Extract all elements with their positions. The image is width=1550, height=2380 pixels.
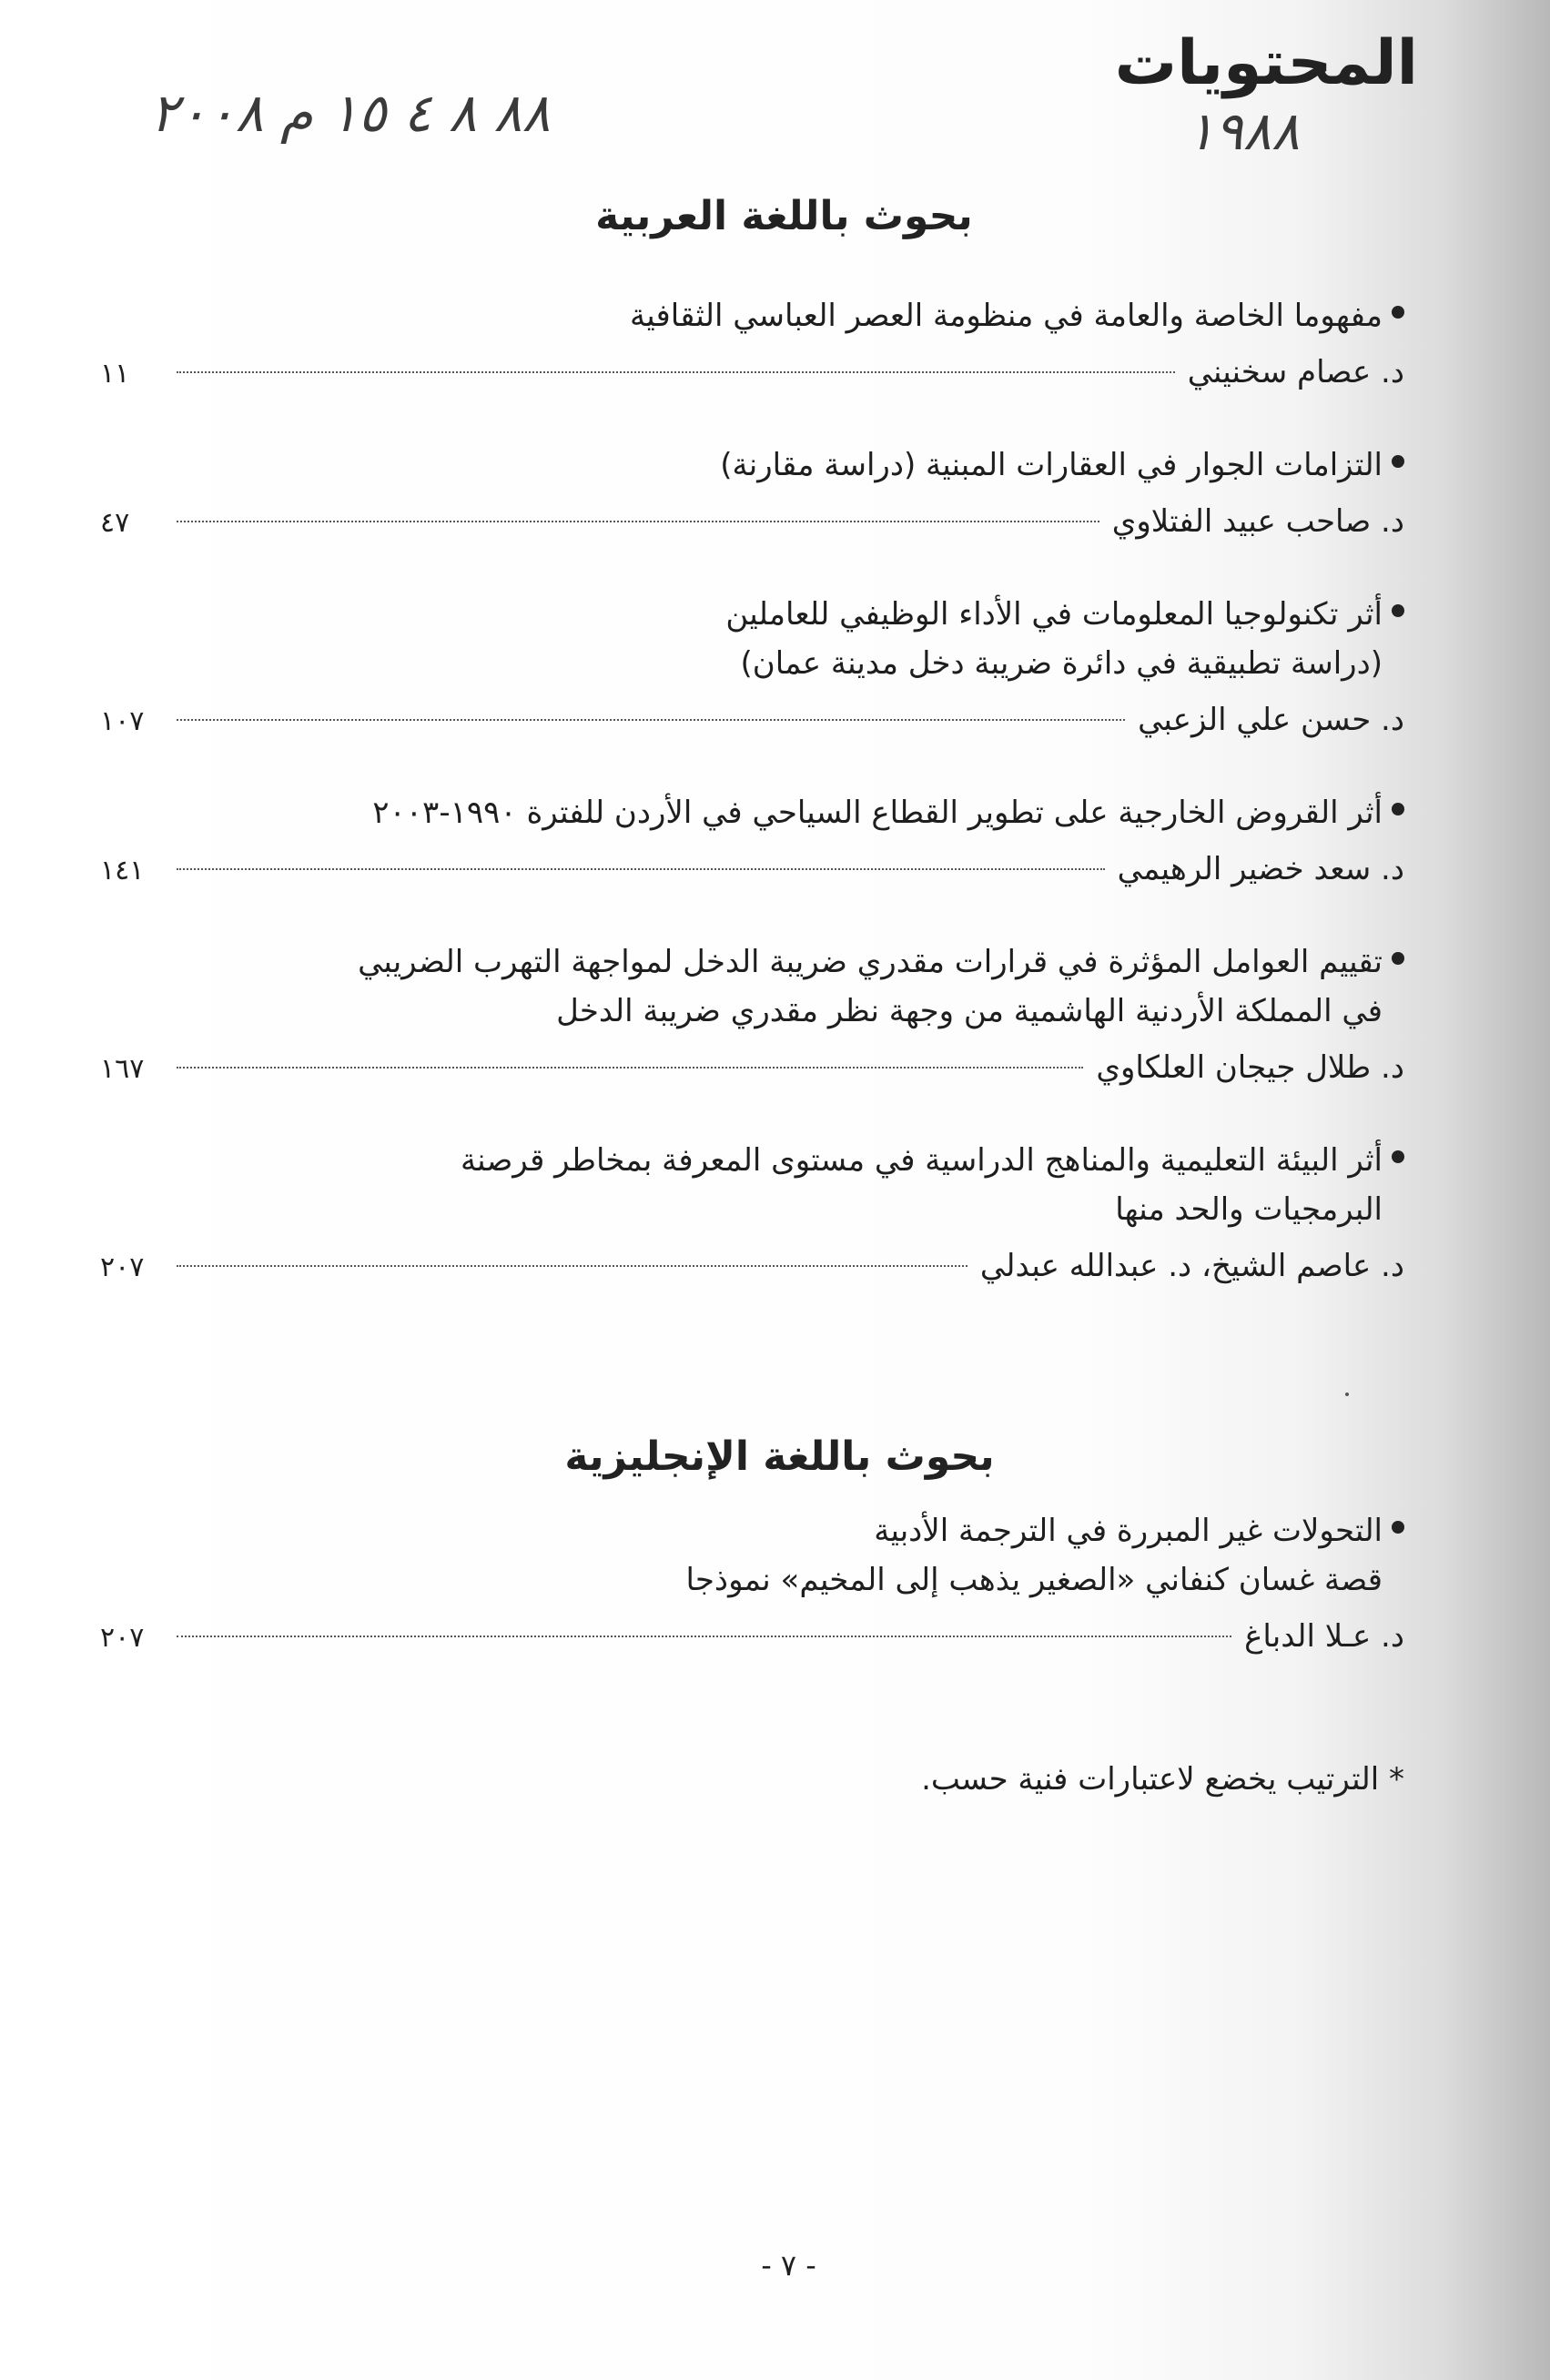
entry-page-number: ١٤١: [100, 855, 145, 886]
bullet-icon: [1392, 455, 1404, 468]
author-line: [100, 1043, 1404, 1094]
entry-title: مفهوما الخاصة والعامة في منظومة العصر العباسي الثقافية: [630, 298, 1383, 334]
entry-author: د. سعد خضير الرهيمي: [1117, 851, 1404, 887]
dot-leader: [177, 1067, 1083, 1068]
entry-author: د. حسن علي الزعبي: [1138, 702, 1404, 738]
entry-title-line: [100, 291, 1404, 340]
bullet-icon: [1392, 1150, 1404, 1163]
entry-title-line: [100, 788, 1404, 837]
bullet-icon: [1392, 604, 1404, 617]
toc-entry: [100, 937, 1404, 1094]
page-number: - ٧ -: [761, 2248, 816, 2283]
entry-title-continuation: قصة غسان كنفاني «الصغير يذهب إلى المخيم» نموذجا: [685, 1562, 1383, 1598]
section-heading-english: بحوث باللغة الإنجليزية: [564, 1433, 995, 1480]
entry-title-line: [100, 441, 1404, 490]
author-line: [100, 1612, 1404, 1663]
bullet-icon: [1392, 952, 1404, 965]
entry-title-continuation: في المملكة الأردنية الهاشمية من وجهة نظر مقدري ضريبة الدخل: [556, 993, 1383, 1029]
entry-title-continuation: (دراسة تطبيقية في دائرة ضريبة دخل مدينة عمان): [740, 645, 1383, 682]
section-heading-arabic: بحوث باللغة العربية: [595, 193, 973, 239]
entry-title-continuation: البرمجيات والحد منها: [1115, 1191, 1383, 1228]
entry-author: د. عصام سخنيني: [1187, 354, 1404, 390]
entry-page-number: ٢٠٧: [100, 1622, 145, 1654]
entry-title-line: [100, 937, 1404, 987]
toc-entry: [100, 291, 1404, 399]
dot-leader: [177, 521, 1099, 522]
dot-leader: [177, 1636, 1231, 1637]
entry-page-number: ١٦٧: [100, 1053, 145, 1085]
entry-title-line: [100, 1506, 1404, 1555]
dot-leader: [177, 1265, 967, 1267]
handwritten-annotation-left: ٨٨ ٨ ٤ ١٥ م ٢٠٠٨: [150, 82, 551, 144]
page-title: المحتويات: [1114, 27, 1418, 99]
toc-entry: [100, 441, 1404, 548]
handwritten-annotation-right: ١٩٨٨: [1186, 100, 1300, 162]
toc-entry: [100, 788, 1404, 896]
author-line: [100, 845, 1404, 896]
entry-title: التزامات الجوار في العقارات المبنية (دراسة مقارنة): [720, 447, 1383, 483]
dot-leader: [177, 719, 1125, 721]
entry-title: تقييم العوامل المؤثرة في قرارات مقدري ضريبة الدخل لمواجهة التهرب الضريبي: [358, 944, 1383, 980]
bullet-icon: [1392, 803, 1404, 815]
author-line: [100, 1241, 1404, 1292]
toc-entry: [100, 1136, 1404, 1292]
entry-title: أثر القروض الخارجية على تطوير القطاع السياحي في الأردن للفترة ١٩٩٠-٢٠٠٣: [372, 795, 1383, 831]
entry-page-number: ٢٠٧: [100, 1251, 145, 1283]
author-line: [100, 348, 1404, 399]
entry-title: أثر البيئة التعليمية والمناهج الدراسية في مستوى المعرفة بمخاطر قرصنة: [460, 1142, 1383, 1179]
author-line: [100, 695, 1404, 746]
entry-title-line: [100, 1136, 1404, 1185]
entry-author: د. طلال جيجان العلكاوي: [1096, 1049, 1404, 1086]
entry-title-line: [100, 590, 1404, 639]
entry-author: د. عـلا الدباغ: [1244, 1618, 1404, 1655]
entry-title: التحولات غير المبررة في الترجمة الأدبية: [874, 1513, 1383, 1549]
toc-entry: [100, 1506, 1404, 1663]
toc-list-arabic: [100, 291, 1404, 1292]
dot-leader: [177, 868, 1105, 870]
footnote: * الترتيب يخضع لاعتبارات فنية حسب.: [921, 1761, 1404, 1798]
bullet-icon: [1392, 306, 1404, 319]
entry-title: أثر تكنولوجيا المعلومات في الأداء الوظيفي للعاملين: [725, 596, 1383, 633]
entry-author: د. عاصم الشيخ، د. عبدالله عبدلي: [979, 1248, 1404, 1284]
toc-list-english: [100, 1506, 1404, 1663]
dot-leader: [177, 371, 1175, 373]
bullet-icon: [1392, 1521, 1404, 1534]
author-line: [100, 497, 1404, 548]
entry-page-number: ١١: [100, 358, 130, 390]
entry-page-number: ٤٧: [100, 507, 130, 539]
stray-mark: [1345, 1393, 1349, 1396]
toc-entry: [100, 590, 1404, 746]
entry-page-number: ١٠٧: [100, 705, 145, 737]
entry-author: د. صاحب عبيد الفتلاوي: [1111, 503, 1404, 540]
